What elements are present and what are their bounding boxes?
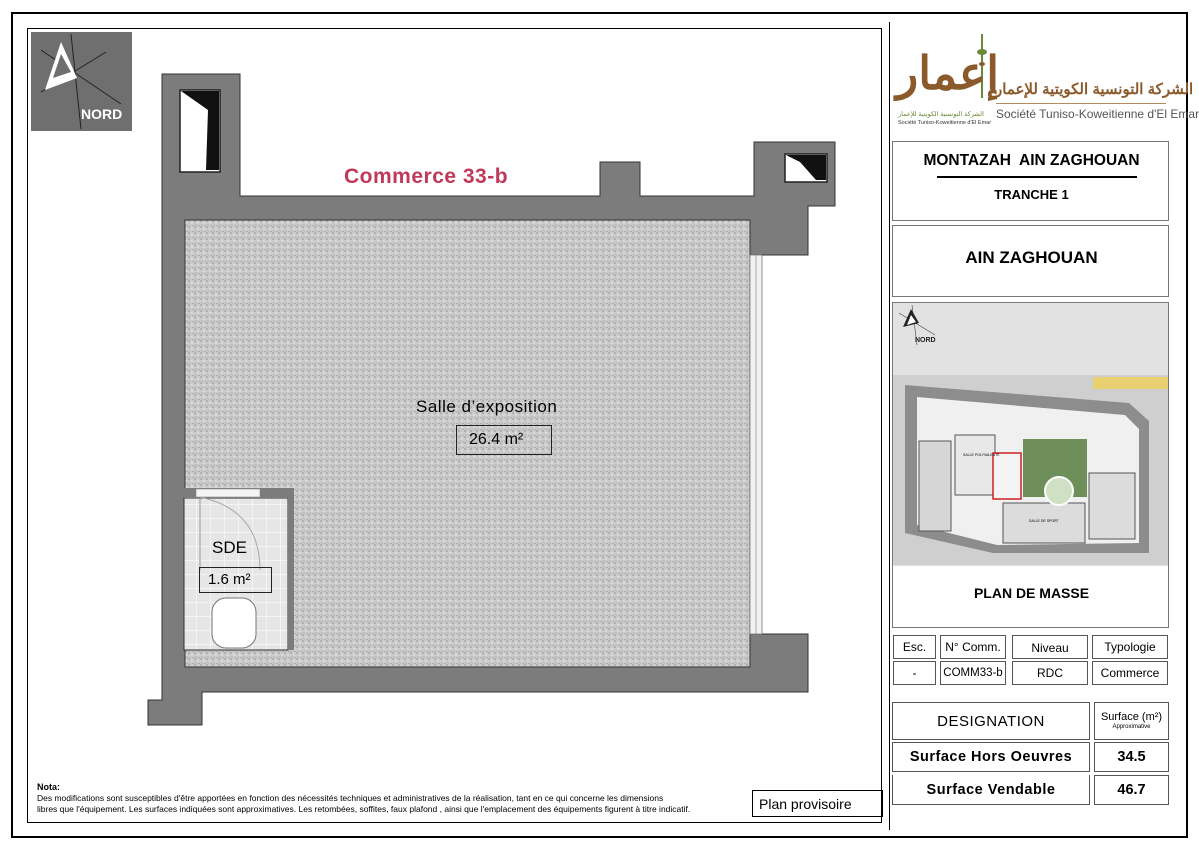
north-label: NORD xyxy=(81,106,123,122)
logo-main: إعمار xyxy=(896,47,1000,99)
room-area-salle: 26.4 m² xyxy=(469,431,524,448)
project-box xyxy=(892,141,1169,221)
surface-subheader: Approximative xyxy=(1112,724,1151,730)
commerce-title: Commerce 33-b xyxy=(344,165,509,188)
mass-label-b: SALLE DE SPORT xyxy=(1029,519,1059,523)
project-title: MONTAZAH AIN ZAGHOUAN xyxy=(923,152,1140,169)
info-value-typologie: Commerce xyxy=(1092,661,1168,685)
mass-label-a: SALLE POLYVALENTE xyxy=(963,453,1000,457)
surfaces-table xyxy=(892,702,1169,806)
info-value-comm: COMM33-b xyxy=(940,661,1006,685)
info-header-comm: N° Comm. xyxy=(940,635,1006,659)
surface-header-cell xyxy=(1094,702,1169,740)
company-name: Société Tuniso-Koweitienne d'El Emar xyxy=(996,107,1199,121)
room-name-salle: Salle d’exposition xyxy=(416,397,558,416)
room-name-sde: SDE xyxy=(212,538,247,557)
tranche-label: TRANCHE 1 xyxy=(994,187,1069,202)
logo-arabic-line: الشركة التونسية الكويتية للإعمار xyxy=(995,81,1194,98)
surface-row-value-1: 46.7 xyxy=(1094,775,1169,805)
room-area-box-sde xyxy=(199,567,272,593)
logo-small-latin: Société Tuniso-Koweitienne d'El Emar xyxy=(898,120,992,126)
mass-north-arrow xyxy=(897,305,937,345)
info-value-esc: - xyxy=(893,661,936,685)
mass-plan-title: PLAN DE MASSE xyxy=(973,585,1090,601)
info-table xyxy=(892,634,1169,686)
north-arrow xyxy=(31,32,132,131)
designation-header: DESIGNATION xyxy=(892,702,1090,740)
info-header-niveau: Niveau xyxy=(1012,635,1088,659)
provisional-label: Plan provisoire xyxy=(759,796,852,812)
location-title: AIN ZAGHOUAN xyxy=(965,248,1098,267)
surface-header: Surface (m²) xyxy=(1100,711,1163,723)
mass-north-label: NORD xyxy=(915,337,936,344)
location-box xyxy=(892,225,1169,297)
info-header-typologie: Typologie xyxy=(1092,635,1168,659)
surface-row-label-1: Surface Vendable xyxy=(892,775,1090,805)
surface-row-value-0: 34.5 xyxy=(1094,742,1169,772)
info-value-niveau: RDC xyxy=(1012,661,1088,685)
logo-small-arabic: الشركة التونسية الكويتية للإعمار xyxy=(898,111,984,118)
provisional-box xyxy=(752,790,883,817)
mass-plan-box xyxy=(892,302,1169,628)
note-line-1: Des modifications sont susceptibles d'être apportées en fonction des nécessités techniques et administratives de la réalisation, tant en ce qui concerne les dimensions xyxy=(37,793,664,803)
room-area-box-salle xyxy=(456,425,552,455)
info-header-esc: Esc. xyxy=(893,635,936,659)
logo-block xyxy=(892,30,1199,134)
room-area-sde: 1.6 m² xyxy=(208,571,251,588)
note-line-2: libres que l'équipement. Les surfaces indiquées sont approximatives. Les retombées, soffites, faux plafond , ainsi que l'emplacement des équipements figurent à titre indicatif. xyxy=(37,804,691,814)
note-title: Nota: xyxy=(37,782,60,792)
surface-row-label-0: Surface Hors Oeuvres xyxy=(892,742,1090,772)
